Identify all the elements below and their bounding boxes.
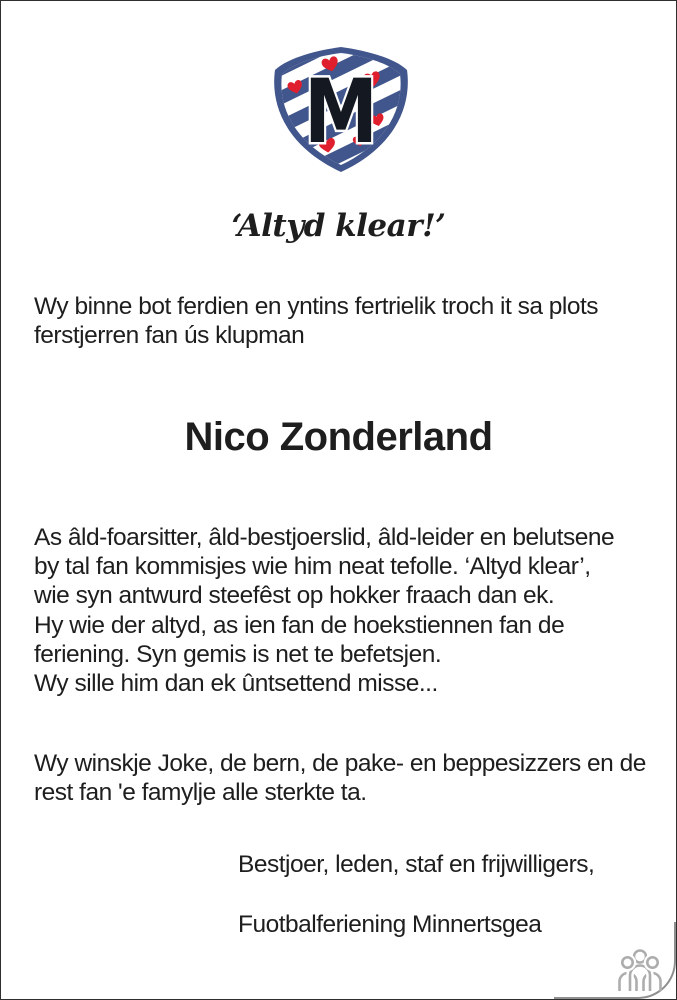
condolence-line: rest fan 'e famylje alle sterkte ta. bbox=[34, 779, 367, 807]
family-icon bbox=[617, 948, 663, 992]
family-icon-glyph bbox=[617, 948, 663, 992]
tribute-line: by tal fan kommisjes wie him neat tefolle. ‘Altyd klear’, bbox=[34, 553, 591, 581]
club-crest-logo bbox=[267, 46, 415, 174]
intro-line: Wy binne bot ferdien en yntins fertrielik troch it sa plots bbox=[34, 293, 599, 320]
tribute-line: wie syn antwurd steefêst op hokker fraach dan ek. bbox=[34, 582, 555, 610]
signoff-organization: Fuotbalferiening Minnertsgea bbox=[238, 911, 542, 938]
tribute-line: Hy wie der altyd, as ien fan de hoekstiennen fan de bbox=[34, 611, 565, 639]
intro-line: ferstjerren fan ús klupman bbox=[34, 322, 305, 350]
tribute-line: As âld-foarsitter, âld-bestjoerslid, âld-leider en belutsene bbox=[34, 524, 615, 551]
crest-letter: M bbox=[304, 60, 378, 163]
motto: ‘Altyd klear!’ bbox=[231, 208, 446, 244]
intro-paragraph bbox=[34, 292, 598, 350]
tribute-line: Wy sille him dan ek ûntsettend misse... bbox=[34, 670, 438, 698]
deceased-name: Nico Zonderland bbox=[184, 415, 493, 459]
condolence-line: Wy winskje Joke, de bern, de pake- en beppesizzers en de bbox=[34, 750, 646, 777]
shield-crest-icon bbox=[267, 46, 415, 174]
tribute-line: feriening. Syn gemis is net te befetsjen. bbox=[34, 640, 442, 668]
signoff-line: Bestjoer, leden, staf en frijwilligers, bbox=[238, 851, 595, 878]
condolence-paragraph bbox=[34, 749, 646, 807]
tribute-paragraph bbox=[34, 523, 614, 698]
